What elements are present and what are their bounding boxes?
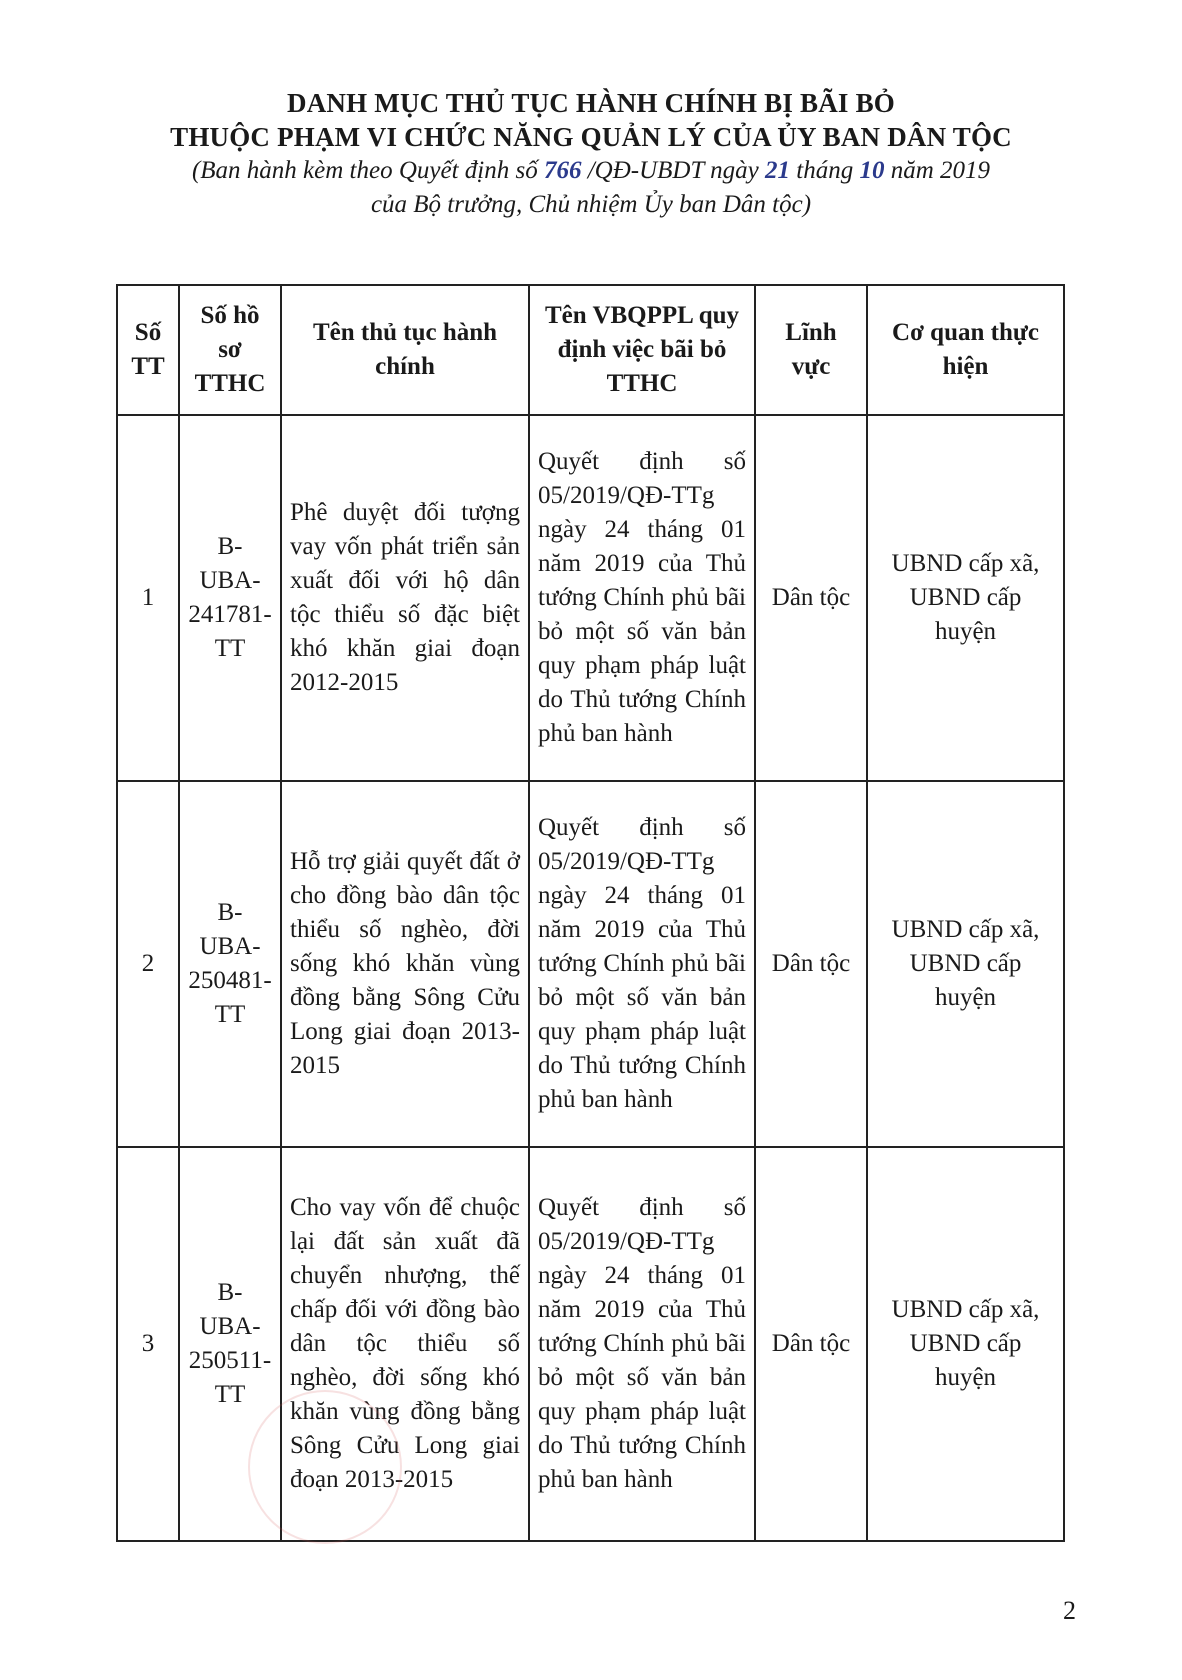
column-header-agency: Cơ quan thực hiện <box>867 285 1064 415</box>
subtitle-text-3: tháng <box>790 157 860 184</box>
subtitle-text-1: (Ban hành kèm theo Quyết định số <box>191 157 544 184</box>
table-row <box>117 1147 1064 1541</box>
cell-name: Hỗ trợ giải quyết đất ở cho đồng bào dân tộc thiểu số nghèo, đời sống khó khăn vùng đồng bằng Sông Cửu Long giai đoạn 2013-2015 <box>281 781 529 1147</box>
cell-stt: 1 <box>117 415 179 781</box>
cell-agency: UBND cấp xã, UBND cấp huyện <box>867 415 1064 781</box>
cell-field: Dân tộc <box>755 415 867 781</box>
document-header <box>0 86 1182 222</box>
cell-field: Dân tộc <box>755 1147 867 1541</box>
cell-legal-doc: Quyết định số 05/2019/QĐ-TTg ngày 24 tháng 01 năm 2019 của Thủ tướng Chính phủ bãi bỏ một số văn bản quy phạm pháp luật do Thủ tướng Chính phủ ban hành <box>529 1147 755 1541</box>
cell-name: Phê duyệt đối tượng vay vốn phát triển sản xuất đối với hộ dân tộc thiểu số đặc biệt khó khăn giai đoạn 2012-2015 <box>281 415 529 781</box>
column-header-name: Tên thủ tục hành chính <box>281 285 529 415</box>
document-title-line2: THUỘC PHẠM VI CHỨC NĂNG QUẢN LÝ CỦA ỦY BAN DÂN TỘC <box>170 122 1012 152</box>
subtitle-text-2: /QĐ-UBDT ngày <box>581 157 766 184</box>
cell-agency: UBND cấp xã, UBND cấp huyện <box>867 781 1064 1147</box>
cell-field: Dân tộc <box>755 781 867 1147</box>
column-header-code: Số hồ sơ TTHC <box>179 285 281 415</box>
decision-day: 21 <box>765 157 791 184</box>
column-header-field: Lĩnh vực <box>755 285 867 415</box>
decision-month: 10 <box>859 157 885 184</box>
cell-name: Cho vay vốn để chuộc lại đất sản xuất đã chuyển nhượng, thế chấp đối với đồng bào dân tộc thiểu số nghèo, đời sống khó khăn vùng đồng bằng Sông Cửu Long giai đoạn 2013-2015 <box>281 1147 529 1541</box>
document-subtitle-line1 <box>0 154 1182 188</box>
cell-legal-doc: Quyết định số 05/2019/QĐ-TTg ngày 24 tháng 01 năm 2019 của Thủ tướng Chính phủ bãi bỏ một số văn bản quy phạm pháp luật do Thủ tướng Chính phủ ban hành <box>529 781 755 1147</box>
procedures-table <box>116 284 1065 1542</box>
decision-number: 766 <box>543 157 582 184</box>
cell-code: B-UBA-250481-TT <box>179 781 281 1147</box>
cell-stt: 2 <box>117 781 179 1147</box>
subtitle-text-4: năm 2019 <box>884 157 991 184</box>
document-subtitle-line2: của Bộ trưởng, Chủ nhiệm Ủy ban Dân tộc) <box>370 191 812 218</box>
cell-agency: UBND cấp xã, UBND cấp huyện <box>867 1147 1064 1541</box>
column-header-legal-doc: Tên VBQPPL quy định việc bãi bỏ TTHC <box>529 285 755 415</box>
cell-stt: 3 <box>117 1147 179 1541</box>
column-header-stt: Số TT <box>117 285 179 415</box>
document-title-line1: DANH MỤC THỦ TỤC HÀNH CHÍNH BỊ BÃI BỎ <box>287 88 895 118</box>
table-header-row <box>117 285 1064 415</box>
cell-code: B-UBA-241781-TT <box>179 415 281 781</box>
table-row <box>117 781 1064 1147</box>
cell-code: B-UBA-250511-TT <box>179 1147 281 1541</box>
cell-legal-doc: Quyết định số 05/2019/QĐ-TTg ngày 24 tháng 01 năm 2019 của Thủ tướng Chính phủ bãi bỏ một số văn bản quy phạm pháp luật do Thủ tướng Chính phủ ban hành <box>529 415 755 781</box>
table-row <box>117 415 1064 781</box>
page-number: 2 <box>1063 1596 1076 1625</box>
